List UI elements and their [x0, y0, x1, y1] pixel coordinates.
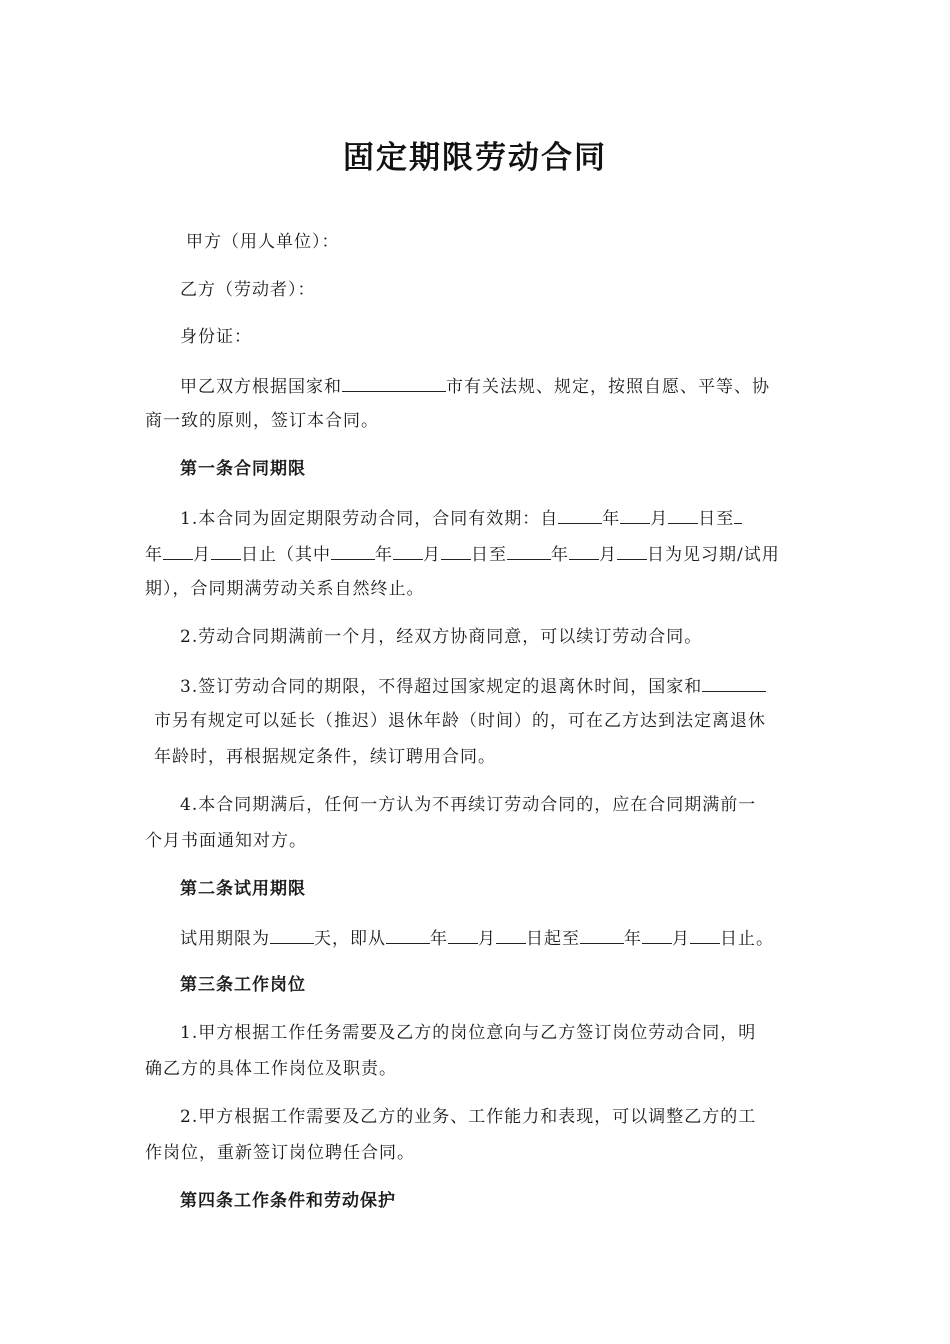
blank-field[interactable] — [211, 541, 241, 560]
clause-text: 月 — [193, 545, 211, 565]
clause-text: 3.签订劳动合同的期限，不得超过国家规定的退离休时间，国家和 — [180, 677, 703, 697]
article-1-clause-4-line-1: 4.本合同期满后，任何一方认为不再续订劳动合同的，应在合同期满前一 — [180, 795, 757, 815]
article-1-clause-4-line-2: 个月书面通知对方。 — [145, 831, 307, 851]
clause-text: 1.本合同为固定期限劳动合同，合同有效期：自 — [180, 509, 559, 529]
clause-text: 日止（其中 — [241, 545, 331, 565]
article-1-clause-3-line-1 — [180, 673, 766, 699]
blank-field[interactable] — [393, 541, 423, 560]
blank-field[interactable] — [386, 925, 430, 944]
article-3-heading: 第三条工作岗位 — [180, 975, 306, 995]
party-b-line: 乙方（劳动者）： — [180, 280, 316, 300]
article-1-clause-1-line-2 — [145, 541, 780, 567]
article-3-clause-2-line-1: 2.甲方根据工作需要及乙方的业务、工作能力和表现，可以调整乙方的工 — [180, 1107, 757, 1127]
clause-text: 试用期限为 — [180, 929, 270, 949]
article-1-clause-2: 2.劳动合同期满前一个月，经双方协商同意，可以续订劳动合同。 — [180, 627, 703, 647]
clause-text: 年 — [602, 509, 621, 529]
article-3-clause-2-line-2: 作岗位，重新签订岗位聘任合同。 — [145, 1143, 415, 1163]
article-3-clause-1-line-2: 确乙方的具体工作岗位及职责。 — [145, 1059, 397, 1079]
article-2-heading: 第二条试用期限 — [180, 879, 306, 899]
article-3-clause-1-line-1: 1.甲方根据工作任务需要及乙方的岗位意向与乙方签订岗位劳动合同，明 — [180, 1023, 757, 1043]
clause-text: 日起至 — [526, 929, 580, 949]
clause-text: 年 — [375, 545, 393, 565]
blank-field[interactable] — [668, 505, 698, 524]
clause-text: 月 — [650, 509, 669, 529]
clause-text: 年 — [624, 929, 642, 949]
blank-field[interactable] — [507, 541, 551, 560]
clause-text: 年 — [430, 929, 448, 949]
intro-text-1: 甲乙双方根据国家和 — [180, 377, 342, 397]
article-2-line — [180, 925, 774, 951]
page-title: 固定期限劳动合同 — [343, 140, 607, 176]
clause-text: 年 — [145, 545, 163, 565]
blank-field[interactable] — [734, 505, 742, 524]
blank-field[interactable] — [569, 541, 599, 560]
blank-field[interactable] — [331, 541, 375, 560]
clause-text: 年 — [551, 545, 569, 565]
clause-text: 日至 — [471, 545, 507, 565]
article-1-clause-1-line-1 — [180, 505, 742, 531]
intro-line-2: 商一致的原则，签订本合同。 — [145, 411, 379, 431]
blank-field[interactable] — [342, 373, 446, 392]
clause-text: 日至 — [698, 509, 735, 529]
blank-field[interactable] — [690, 925, 720, 944]
article-1-clause-3-line-2: 市另有规定可以延长（推迟）退休年龄（时间）的，可在乙方达到法定离退休 — [154, 711, 766, 731]
blank-field[interactable] — [580, 925, 624, 944]
id-card-line: 身份证： — [180, 327, 252, 347]
clause-text: 月 — [599, 545, 617, 565]
blank-field[interactable] — [620, 505, 650, 524]
blank-field[interactable] — [270, 925, 314, 944]
clause-text: 月 — [423, 545, 441, 565]
blank-field[interactable] — [163, 541, 193, 560]
article-1-heading: 第一条合同期限 — [180, 459, 306, 479]
blank-field[interactable] — [558, 505, 602, 524]
intro-text-2: 市有关法规、规定，按照自愿、平等、协 — [446, 377, 770, 397]
clause-text: 月 — [478, 929, 496, 949]
clause-text: 天，即从 — [314, 929, 386, 949]
blank-field[interactable] — [702, 673, 766, 692]
clause-text: 月 — [672, 929, 690, 949]
article-4-heading: 第四条工作条件和劳动保护 — [180, 1191, 396, 1211]
blank-field[interactable] — [448, 925, 478, 944]
blank-field[interactable] — [496, 925, 526, 944]
blank-field[interactable] — [642, 925, 672, 944]
clause-text: 日止。 — [720, 929, 774, 949]
article-1-clause-3-line-3: 年龄时，再根据规定条件，续订聘用合同。 — [154, 747, 496, 767]
blank-field[interactable] — [617, 541, 647, 560]
article-1-clause-1-line-3: 期），合同期满劳动关系自然终止。 — [145, 579, 425, 599]
party-a-line: 甲方（用人单位）： — [186, 232, 340, 252]
intro-line-1 — [180, 373, 770, 399]
blank-field[interactable] — [441, 541, 471, 560]
clause-text: 日为见习期/试用 — [647, 545, 780, 565]
